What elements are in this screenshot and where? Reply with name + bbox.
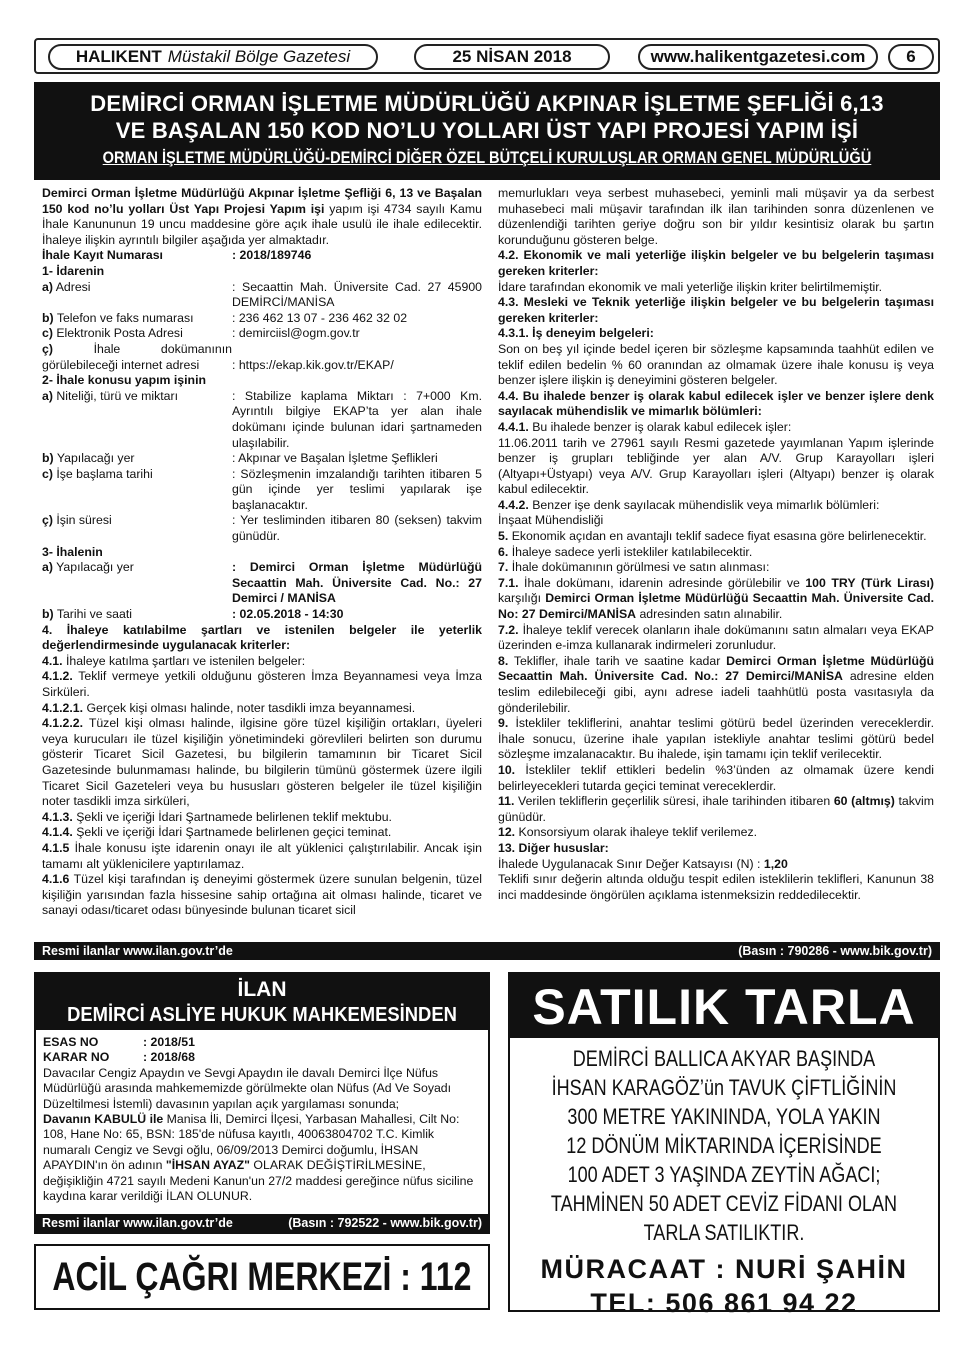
sure-label: İşin süresi (56, 513, 112, 528)
section-3: 3- İhalenin (42, 544, 103, 559)
kayit-label: İhale Kayıt Numarası (42, 248, 163, 263)
land-contact: MÜRACAAT : NURİ ŞAHİN (540, 1254, 908, 1284)
land-line: TAHMİNEN 50 ADET CEVİZ FİDANI OLAN (550, 1191, 898, 1216)
karar-value: : 2018/68 (143, 1050, 195, 1065)
heading-4-2: 4.2. Ekonomik ve mali yeterliğe ilişkin belgeler ve bu belgelerin taşıması gereken kriterler: (498, 248, 934, 278)
para-7-1-c: karşılığı (498, 591, 546, 606)
land-line: 300 METRE YAKININDA, YOLA YAKIN (567, 1104, 881, 1129)
para-7: İhale dokümanının görülmesi ve satın alınması: (511, 560, 770, 575)
para-11-a: Verilen tekliflerin geçerlilik süresi, ihale tarihinden itibaren (518, 794, 834, 809)
land-sale-ad (508, 972, 940, 1318)
ekap-label: İhale dokümanının görülebileceği internet adresi (42, 341, 232, 372)
yer-value: : Akpınar ve Başalan İşletme Şeflikleri (232, 451, 438, 466)
land-line: 12 DÖNÜM MİKTARINDA İÇERİSİNDE (566, 1133, 882, 1158)
baslama-label: İşe başlama tarihi (56, 466, 153, 481)
para-4-1-3: Şekli ve içeriği İdari Şartnamede belirlenen teklif mektubu. (76, 809, 392, 824)
para-7-1-a: İhale dokümanı, idarenin adresinde görülebilir ve (524, 575, 806, 590)
para-4-4-2: Benzer işe denk sayılacak mühendislik veya mimarlık bölümleri: (532, 497, 880, 512)
para-7-1-d: Demirci Orman İşletme Müdürlüğü Secaattin Mah. Üniversite Cad. No: 27 Demirci/MANİSA (498, 591, 934, 622)
paper-subtitle: Müstakil Bölge Gazetesi (167, 47, 351, 66)
adres-label: Adresi (55, 279, 91, 294)
paper-name: HALIKENT (75, 47, 162, 66)
section-4: 4. İhaleye katılabilme şartları ve istenilen belgeler ile yeterlik değerlendirmesinde uygulanacak kriterler: (42, 622, 482, 653)
land-phone: TEL: 506 861 94 22 (590, 1288, 858, 1318)
para-7-1-e: adresinden satın alınabilir. (636, 607, 783, 622)
eposta-label: Elektronik Posta Adresi (56, 326, 183, 341)
court-para-1: Davacılar Cengiz Apaydın ve Sevgi Apaydın ile davalı Demirci İlçe Nüfus Müdürlüğü arasında mahkememizde görülmekte olan Nüfus (Ad Ve Soyadı Düzeltilmesi İstemli) davasının yapılan açık yargılaması sonunda; (43, 1065, 452, 1111)
land-line: 100 ADET 3 YAŞINDA ZEYTİN AĞACI; (567, 1162, 881, 1187)
issue-date: 25 NİSAN 2018 (414, 44, 610, 70)
para-7-1-b: 100 TRY (Türk Lirası) (805, 575, 934, 590)
court-name: DEMİRCİ ASLİYE HUKUK MAHKEMESİNDEN (67, 1004, 457, 1026)
para-7-2: İhaleye teklif verecek olanların ihale dokümanını satın almaları veya EKAP üzerinden e-imza kullanarak indirmeleri zorunludur. (498, 622, 934, 653)
para-8-b: Demirci Orman İşletme Müdürlüğü Secaattin Mah. Üniversite Cad. No.: 27 Demirci/MANİSA (498, 653, 934, 684)
para-4-4-1-b: 11.06.2011 tarih ve 27961 sayılı Resmi gazetede yayımlanan Yapım işlerinde benzer iş grupları tebliğinde yer alan A/V. Grup Karayolları işleri (Altyapı+Üstyapı) veya A/V. Grup Karayolları işleri (Altyapı) benzer iş olarak kabul edilecektir. (498, 435, 934, 497)
section-2: 2- İhale konusu yapım işinin (42, 373, 206, 388)
para-8-a: Teklifler, ihale tarih ve saatine kadar (513, 653, 727, 668)
page-header (34, 38, 940, 74)
esas-label: ESAS NO (43, 1035, 99, 1049)
land-line: DEMİRCİ BALLICA AKYAR BAŞINDA (572, 1046, 876, 1071)
court-footer-right: (Basın : 792522 - www.bik.gov.tr) (288, 1216, 482, 1230)
para-11-c: takvim günüdür. (498, 794, 934, 824)
paper-name-pill (48, 44, 378, 70)
ihale-tarihi-value: : 02.05.2018 - 14:30 (232, 607, 344, 622)
section-1: 1- İdarenin (42, 263, 105, 278)
para-4-1-2-1: Gerçek kişi olması halinde, noter tasdikli imza beyannamesi. (86, 700, 416, 715)
intro-text: yapım işi 4734 sayılı Kamu İhale Kanununun 19 uncu maddesine göre açık ihale usulü ile ihale edilecektir. İhaleye ilişkin ayrıntılı bilgiler aşağıda yer almaktadır. (42, 201, 482, 247)
para-4-1-2: Teklif vermeye yetkili olduğunu gösteren İmza Beyannamesi veya İmza Sirküleri. (42, 669, 482, 699)
kayit-value: : 2018/189746 (232, 248, 312, 263)
para-4-3-1: Son on beş yıl içinde bedel içeren bir sözleşme kapsamında taahhüt edilen ve teklif edilen bedelin % 60 oranından az olmamak üzere ihale konusu iş veya benzer işlere ilişkin iş deneyimini gösteren belgeler. (498, 341, 934, 388)
intro-bold: Demirci Orman İşletme Müdürlüğü Akpınar İşletme Şefliği 6, 13 ve Başalan 150 kod no’lu yolları Üst Yapı Projesi Yapım işi (42, 186, 482, 216)
court-para-2-d: OLARAK DEĞİŞTİRİLMESİNE, değişikliğin 4721 sayılı Medeni Kanun'un 27/2 maddesi gereğince nüfus siciline kaydına karar verildiği İLAN OLUNUR. (43, 1158, 474, 1204)
para-11-b: 60 (altmış) (833, 794, 895, 809)
headline-line-2: VE BAŞALAN 150 KOD NO’LU YOLLARI ÜST YAPI PROJESİ YAPIM İŞİ (115, 118, 859, 143)
heading-4-3: 4.3. Mesleki ve Teknik yeterliğe ilişkin belgeler ve bu belgelerin taşıması gereken kriterler: (498, 295, 934, 325)
ad-footer (34, 942, 940, 960)
telefon-label: Telefon ve faks numarası (56, 310, 194, 325)
headline-banner (34, 82, 940, 180)
para-13-c: Teklifi sınır değerin altında olduğu tespit edilen isteklilerin teklifleri, Kanunun 38 inci maddesinde öngörülen açıklama istenmeksizin reddedilecektir. (498, 872, 934, 902)
land-line: İHSAN KARAGÖZ’ün TAVUK ÇİFTLİĞİNİN (551, 1075, 897, 1100)
karar-label: KARAR NO (43, 1050, 110, 1065)
para-4-4-1: Bu ihalede benzer iş olarak kabul edilecek işler: (532, 419, 792, 434)
eposta-value: : demirciisl@ogm.gov.tr (232, 326, 360, 341)
headline-line-1: DEMİRCİ ORMAN İŞLETME MÜDÜRLÜĞÜ AKPINAR İŞLETME ŞEFLİĞİ 6,13 (90, 91, 884, 116)
para-4-1-4: Şekli ve içeriği İdari Şartnamede belirlenen geçici teminat. (76, 825, 392, 840)
ad-footer-left: Resmi ilanlar www.ilan.gov.tr’de (42, 944, 233, 958)
ad-footer-right: (Basın : 790286 - www.bik.gov.tr) (738, 944, 932, 958)
esas-value: : 2018/51 (143, 1035, 195, 1049)
para-4-1-2-2: Tüzel kişi olması halinde, ilgisine göre tüzel kişiliğin ortakları, üyeleri veya kurucuları ile tüzel kişiliğin yönetimindeki görevlileri belirten son durumu gösterir Ticaret Sicil Gazetesi, bu bilgilerin tamamının bir Ticaret Sicil Gazetesinde bulunmaması halinde, bu bilgilerin tümünü göstermek üzere ilgili Ticaret Sicil Gazeteleri veya bu hususları gösteren belgeler ile tüzel kişiliğin noter tasdikli imza sirküleri, (42, 716, 482, 809)
para-4-1: İhaleye katılma şartları ve istenilen belgeler: (65, 653, 306, 668)
court-footer-left: Resmi ilanlar www.ilan.gov.tr’de (42, 1216, 233, 1230)
para-4-1-6: Tüzel kişi tarafından iş deneyimi göstermek üzere sunulan belgenin, tüzel kişiliğin yarısından fazla hissesine sahip ortağına ait olması halinde, ticaret ve sanayi odası/ticaret odası bünyesinde bulunan ticaret sicil (42, 872, 482, 918)
court-para-2-c: "İHSAN AYAZ" (165, 1158, 250, 1173)
nitelik-label: Niteliği, türü ve miktarı (56, 388, 178, 403)
adres-value: : Secaattin Mah. Üniversite Cad. 27 45900 DEMİRCİ/MANİSA (232, 279, 482, 310)
heading-4-3-1: 4.3.1. İş deneyim belgeleri: (498, 326, 654, 341)
para-cont: memurlukları veya serbest muhasebeci, yeminli mali müşavir ya da serbest muhasebeci mali müşavir tarafından ilk ilan tarihinden sonra düzenlenen ve düzenlendiği tarihten geriye doğru son bir yıldır kesintisiz olarak bu şartın korunduğunu gösteren belge. (498, 186, 934, 247)
baslama-value: : Sözleşmenin imzalandığı tarihten itibaren 5 gün içinde yer teslimi yapılarak işe başlanacaktır. (232, 466, 482, 512)
heading-13: 13. Diğer hususlar: (498, 840, 609, 855)
para-13-b: 1,20 (763, 856, 788, 871)
court-notice (34, 972, 490, 1234)
para-6: İhaleye sadece yerli istekliler katılabilecektir. (511, 544, 753, 559)
para-4-1-5: İhale konusu işte idarenin onayı ile alt yüklenici çalıştırılabilir. Ancak işin tamamı alt yüklenicilere yaptırılamaz. (42, 840, 482, 871)
court-para-2-a: Davanın KABULÜ ile (43, 1112, 164, 1127)
telefon-value: : 236 462 13 07 - 236 462 32 02 (232, 310, 408, 325)
court-notice-title: İLAN (237, 978, 287, 1001)
page-number: 6 (888, 44, 934, 70)
sure-value: : Yer tesliminden itibaren 80 (seksen) takvim günüdür. (232, 513, 482, 544)
right-column: memurlukları veya serbest muhasebeci, yeminli mali müşavir ya da serbest muhasebeci mali müşavir tarafından ilk ilan tarihinden sonra düzenlenen ve düzenlendiği tarihten geriye doğru son bir yıldır kesintisiz olarak bu şartın korunduğunu gösteren belge. 4.2. Ekonomik ve mali yeterliğe ilişkin belgeler ve bu belgelerin taşıması gereken kriterler: İdare tarafından ekonomik ve mali yeterliğe ilişkin kriter belirtilmemiştir. 4.3. Mesleki ve Teknik yeterliğe ilişkin belgeler ve bu belgelerin taşıması gereken kriterler: 4.3.1. İş deneyim belgeleri: Son on beş yıl içinde bedel içeren bir sözleşme kapsamında taahhüt edilen ve teklif edilen bedelin % 60 oranından az olmamak üzere ihale konusu iş veya benzer işlere ilişkin iş deneyimini gösteren belgeler. 4.4. Bu ihalede benzer iş olarak kabul edilecek işler ve benzer işlere denk sayılacak mühendislik ve mimarlık bölümleri: 4.4.1. Bu ihalede benzer iş olarak kabul edilecek işler: 11.06.2011 tarih ve 27961 sayılı Resmi gazetede yayımlanan Yapım işlerinde benzer iş grupları tebliğinde yer alan A/V. Grup Karayolları işleri (Altyapı+Üstyapı) veya A/V. Grup Karayolları işleri (Altyapı) benzer iş olarak kabul edilecektir. 4.4.2. Benzer işe denk sayılacak mühendislik veya mimarlık bölümleri: İnşaat Mühendisliği 5. Ekonomik açıdan en avantajlı teklif sadece fiyat esasına göre belirlenecektir. 6. İhaleye sadece yerli istekliler katılabilecektir. 7. İhale dokümanının görülmesi ve satın alınması: 7.1. İhale dokümanı, idarenin adresinde görülebilir ve 100 TRY (Türk Lirası) karşılığı Demirci Orman İşletme Müdürlüğü Secaattin Mah. Üniversite Cad. No: 27 Demirci/MANİSA adresinden satın alınabilir. 7.2. İhaleye teklif verecek olanların ihale dokümanını satın almaları veya EKAP üzerinden e-imza kullanarak indirmeleri zorunludur. 8. Teklifler, ihale tarih ve saatine kadar Demirci Orman İşletme Müdürlüğü Secaattin Mah. Üniversite Cad. No.: 27 Demirci/MANİSA adresine elden teslim edilebileceği gibi, aynı adrese iadeli taahhütlü posta vasıtasıyla da gönderilebilir. 9. İstekliler tekliflerini, anahtar teslimi götürü bedel üzerinden vereceklerdir. İhale sonucu, üzerine ihale yapılan istekliyle anahtar teslimi götürü bedel sözleşme imzalanacaktır. Bu ihalede, işin tamamı için teklif verilecektir. 10. İstekliler teklif ettikleri bedelin %3’ünden az olmamak üzere kendi belirleyecekleri tutarda geçici teminat vereceklerdir. 11. Verilen tekliflerin geçerlilik süresi, ihale tarihinden itibaren 60 (altmış) takvim günüdür. 12. Konsorsiyum olarak ihaleye teklif verilemez. 13. Diğer hususlar: İhalede Uygulanacak Sınır Değer Katsayısı (N) : 1,20 Teklifi sınır değerin altında olduğu tespit edilen isteklilerin teklifleri, Kanunun 38 inci maddesinde öngörülen açıklama istenmeksizin reddedilecektir. (498, 186, 934, 902)
para-9: İstekliler tekliflerini, anahtar teslimi götürü bedel üzerinden vereceklerdir. İhale sonucu, üzerine ihale yapılan istekliyle anahtar teslimi götürü bedel sözleşme imzalanacaktır. Bu ihalede, işin tamamı için teklif verilecektir. (498, 716, 934, 762)
left-column: Demirci Orman İşletme Müdürlüğü Akpınar İşletme Şefliği 6, 13 ve Başalan 150 kod no’lu yolları Üst Yapı Projesi Yapım işi yapım işi 4734 sayılı Kamu İhale Kanununun 19 uncu maddesine göre açık ihale usulü ile ihale edilecektir. İhaleye ilişkin ayrıntılı bilgiler aşağıda yer almaktadır. İhale Kayıt Numarası : 2018/189746 1- İdarenin a) Adresi : Secaattin Mah. Üniversite Cad. 27 45900 DEMİRCİ/MANİSA b) Telefon ve faks numarası : 236 462 13 07 - 236 462 32 02 c) Elektronik Posta Adresi : demirciisl@ogm.gov.tr ç) İhale dokümanının görülebileceği internet adresi : https://ekap.kik.gov.tr/EKAP/ 2- İhale konusu yapım işinin a) Niteliği, türü ve miktarı : Stabilize kaplama Miktarı : 7+000 Km. Ayrıntılı bilgiye EKAP’ta yer alan ihale dokümanı içinde bulunan idari şartnameden ulaşılabilir. b) Yapılacağı yer : Akpınar ve Başalan İşletme Şeflikleri c) İşe başlama tarihi : Sözleşmenin imzalandığı tarihten itibaren 5 gün içinde yer teslimi yapılarak işe başlanacaktır. ç) İşin süresi : Yer tesliminden itibaren 80 (seksen) takvim günüdür. 3- İhalenin a) Yapılacağı yer : Demirci Orman İşletme Müdürlüğü Secaattin Mah. Üniversite Cad. No.: 27 Demirci / MANİSA b) Tarihi ve saati : 02.05.2018 - 14:30 4. İhaleye katılabilme şartları ve istenilen belgeler ile yeterlik değerlendirmesinde uygulanacak kriterler: 4.1. İhaleye katılma şartları ve istenilen belgeler: 4.1.2. Teklif vermeye yetkili olduğunu gösteren İmza Beyannamesi veya İmza Sirküleri. 4.1.2.1. Gerçek kişi olması halinde, noter tasdikli imza beyannamesi. 4.1.2.2. Tüzel kişi olması halinde, ilgisine göre tüzel kişiliğin ortakları, üyeleri veya kurucuları ile tüzel kişiliğin yönetimindeki görevlileri belirten son durumu gösterir Ticaret Sicil Gazetesi, bu bilgilerin tamamının bir Ticaret Sicil Gazetesinde bulunmaması halinde, bu bilgilerin tümünü göstermek üzere ilgili Ticaret Sicil Gazeteleri veya bu hususları gösteren belgeler ile tüzel kişiliğin noter tasdikli imza sirküleri, 4.1.3. Şekli ve içeriği İdari Şartnamede belirlenen teklif mektubu. 4.1.4. Şekli ve içeriği İdari Şartnamede belirlenen geçici teminat. 4.1.5 İhale konusu işte idarenin onayı ile alt yüklenici çalıştırılabilir. Ancak işin tamamı alt yüklenicilere yaptırılamaz. 4.1.6 Tüzel kişi tarafından iş deneyimi göstermek üzere sunulan belgenin, tüzel kişiliğin yarısından fazla hissesine sahip ortağına ait olması halinde, ticaret ve sanayi odası/ticaret odası bünyesinde bulunan ticaret sicil (42, 186, 482, 918)
land-line: TARLA SATILIKTIR. (643, 1220, 805, 1245)
emergency-box (34, 1244, 490, 1310)
headline-subline: ORMAN İŞLETME MÜDÜRLÜĞÜ-DEMİRCİ DİĞER ÖZEL BÜTÇELİ KURULUŞLAR ORMAN GENEL MÜDÜRLÜĞÜ (102, 148, 872, 167)
ihale-tarihi-label: Tarihi ve saati (56, 607, 132, 622)
para-12: Konsorsiyum olarak ihaleye teklif verilemez. (518, 825, 758, 840)
yer-label: Yapılacağı yer (56, 451, 135, 466)
court-para-2-b: Manisa İli, Demirci İlçesi, Yarbasan Mahallesi, Cilt No: 108, Hane No: 65, BSN: 185'de nüfusa kayıtlı, 40063804702 T.C. Kimlik numaralı Cengiz ve Sevgi oğlu, 06/09/2013 Demirci doğumlu, İHSAN APAYDIN'ın ön adının (43, 1112, 460, 1173)
ihale-yeri-value: : Demirci Orman İşletme Müdürlüğü Secaattin Mah. Üniversite Cad. No.: 27 Demirci / MANİSA (232, 560, 482, 606)
para-10: İstekliler teklif ettikleri bedelin %3’ünden az olmamak üzere kendi belirleyecekleri tutarda geçici teminat vereceklerdir. (498, 762, 934, 793)
para-13-a: İhalede Uygulanacak Sınır Değer Katsayısı (N) : (498, 856, 764, 871)
website: www.halikentgazetesi.com (638, 44, 878, 70)
nitelik-value: : Stabilize kaplama Miktarı : 7+000 Km. Ayrıntılı bilgiye EKAP’ta yer alan ihale dokümanı içinde bulunan idari şartnameden ulaşılabilir. (232, 388, 482, 450)
para-5: Ekonomik açıdan en avantajlı teklif sadece fiyat esasına göre belirlenecektir. (511, 529, 927, 544)
para-4-2: İdare tarafından ekonomik ve mali yeterliğe ilişkin kriter belirtilmemiştir. (498, 279, 883, 294)
land-sale-title: SATILIK TARLA (510, 974, 938, 1038)
heading-4-4: 4.4. Bu ihalede benzer iş olarak kabul edilecek işler ve benzer işlere denk sayılacak mühendislik ve mimarlık bölümleri: (498, 388, 934, 419)
emergency-text: ACİL ÇAĞRI MERKEZİ : 112 (52, 1254, 472, 1299)
para-4-4-2-b: İnşaat Mühendisliği (498, 513, 604, 528)
ekap-value: : https://ekap.kik.gov.tr/EKAP/ (232, 357, 394, 372)
para-8-c: adresine elden teslim edilebileceği gibi, aynı adrese iadeli taahhütlü posta vasıtasıyla da gönderilebilir. (498, 669, 934, 715)
ihale-yeri-label: Yapılacağı yer (56, 560, 134, 575)
